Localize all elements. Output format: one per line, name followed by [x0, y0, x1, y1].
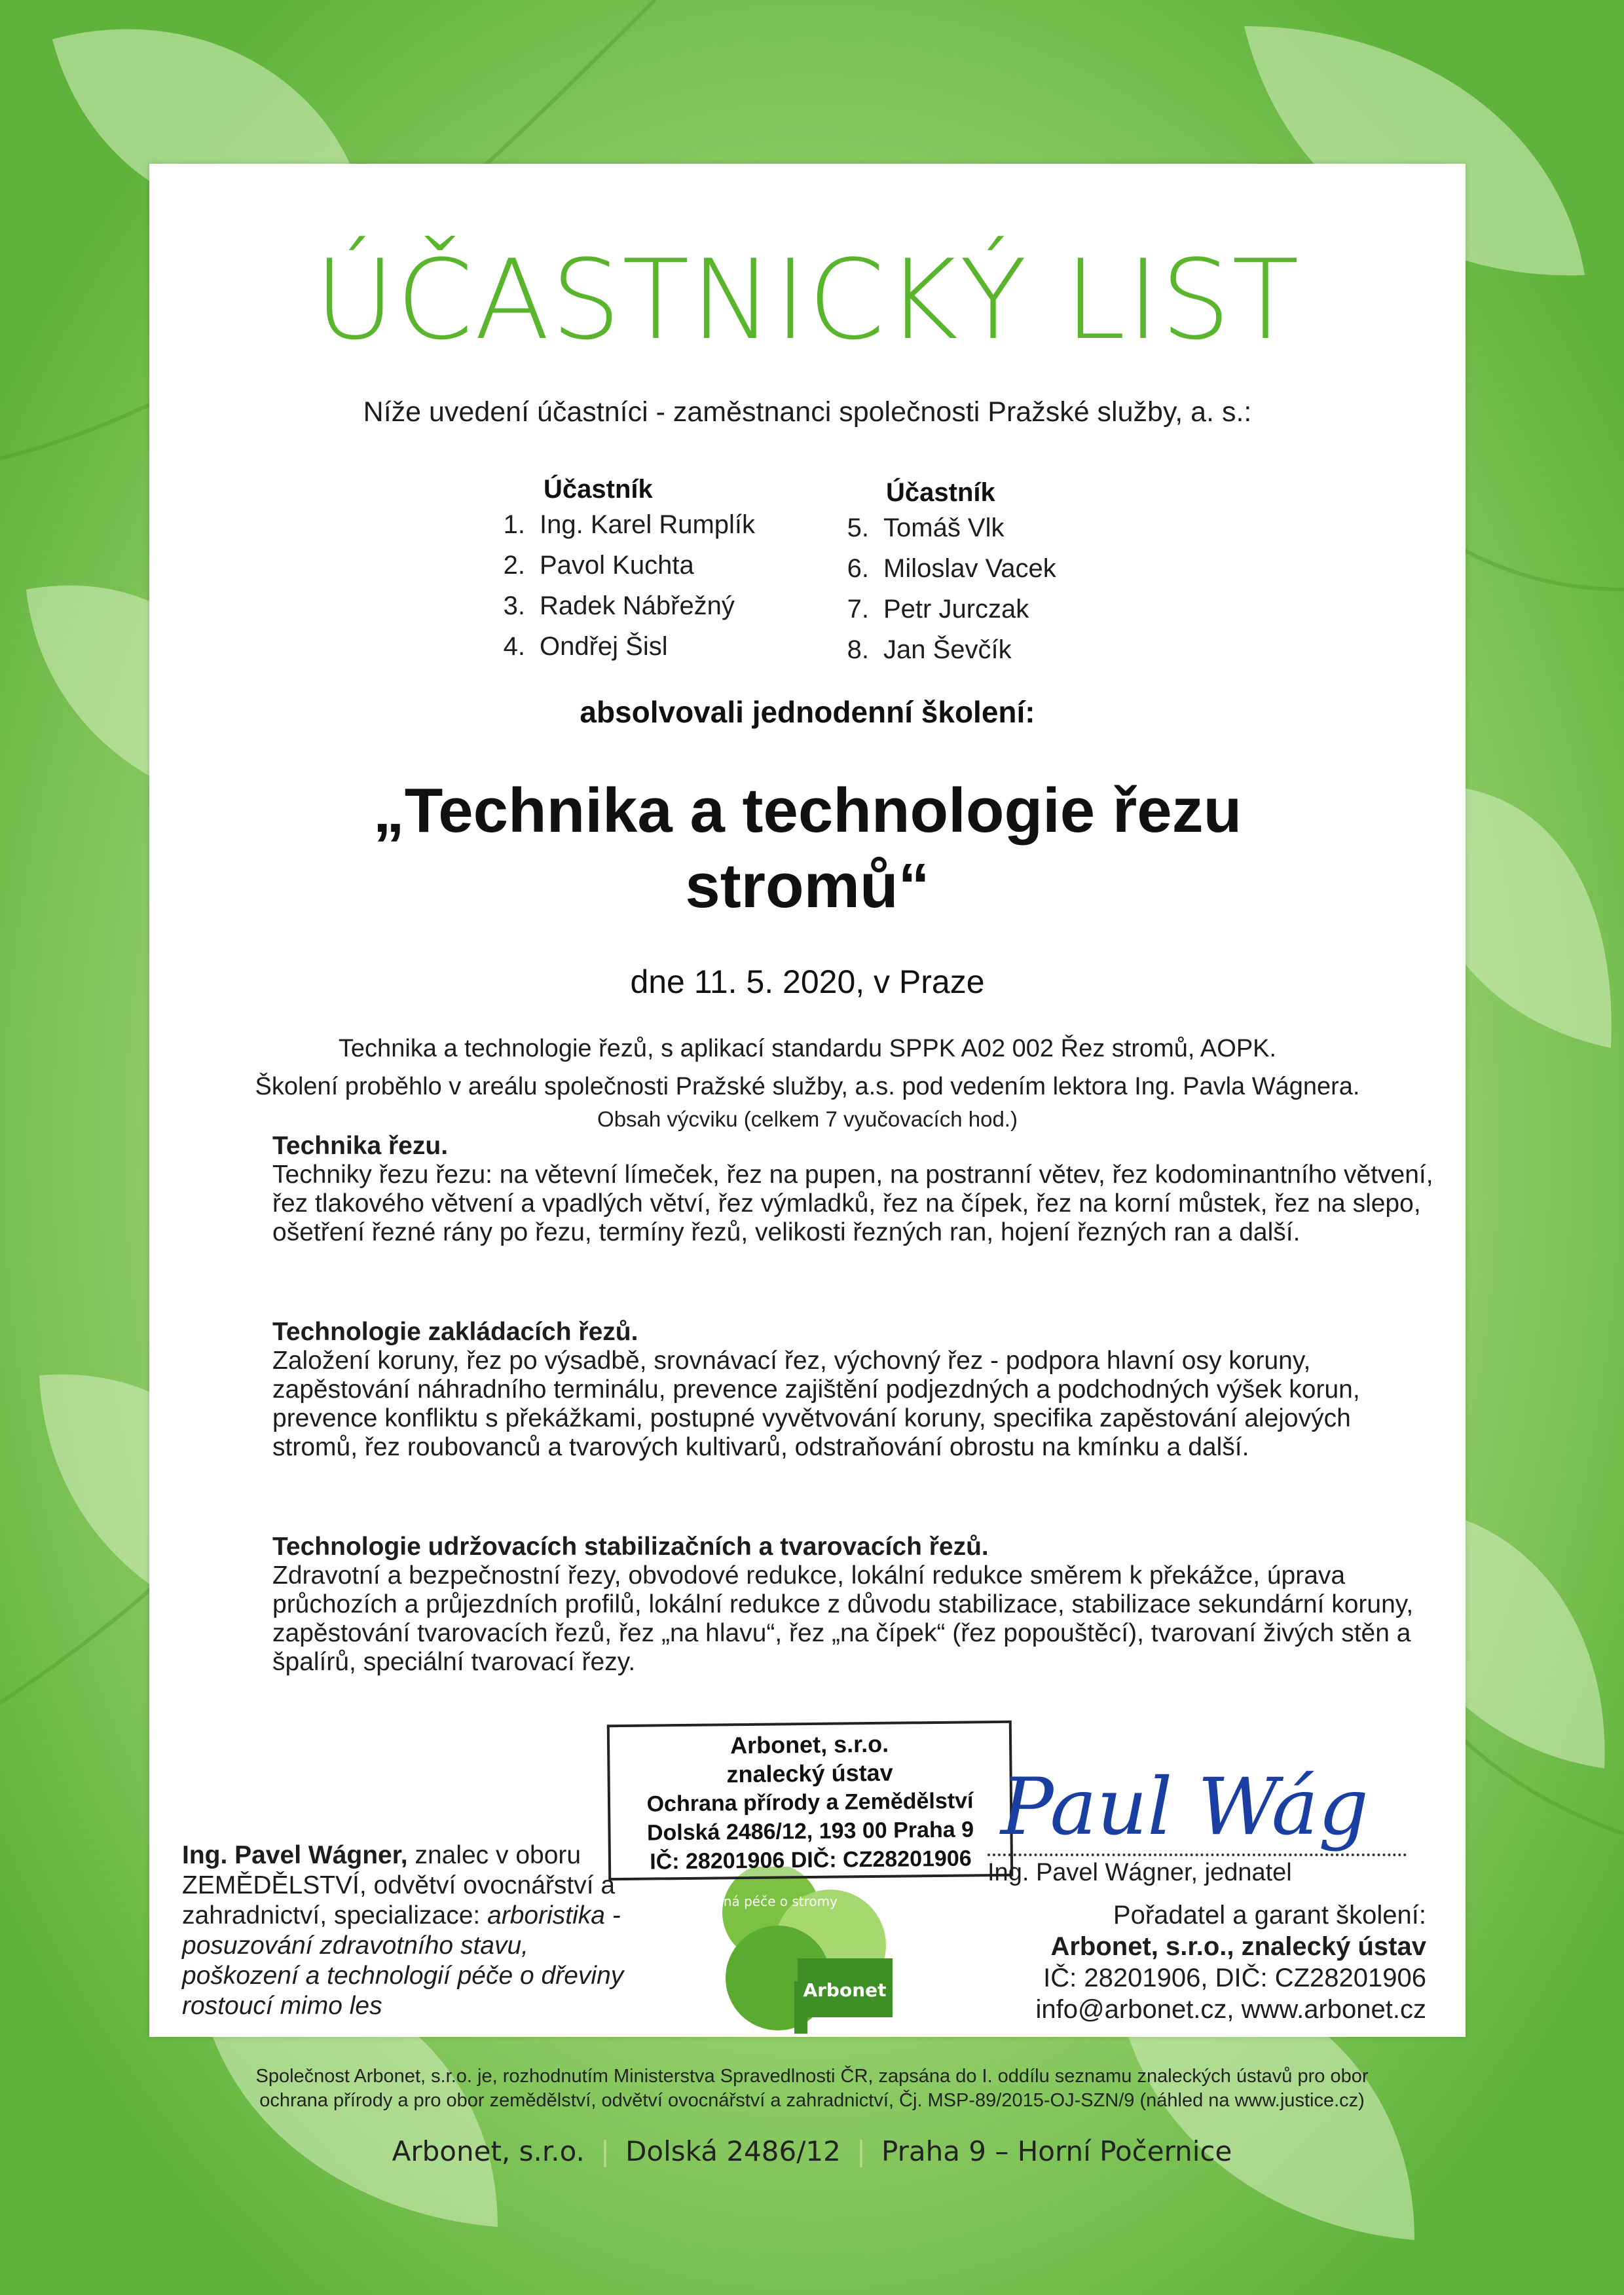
list-item: 5. Tomáš Vlk: [847, 513, 1005, 542]
svg-text:Paul Wág: Paul Wág: [1001, 1762, 1369, 1853]
section-body: Techniky řezu řezu: na větevní límeček, řez na pupen, na postranní větev, řez kodominantního větvení, řez tlakového větvení a vpadlých větví, řez výmladků, řez na čípek, řez na korní můstek, řez na slepo, ošetření řezné rány po řezu, termíny řezů, velikosti řezných ran, hojení řezných ran a další.: [272, 1161, 1433, 1246]
section-body: Zdravotní a bezpečnostní řezy, obvodové redukce, lokální redukce směrem k překážce, úprava průchozích a průjezdních profilů, lokální redukce z důvodu stabilizace, stabilizace sekundární koruny, zapěstování tvarovacích řezů, řez „na hlavu“, řez „na čípek“ (řez popouštěcí), tvarovaní živých stěn a špalírů, speciální tvarovací řezy.: [272, 1561, 1414, 1676]
course-title: „Technika a technologie řezu stromů“: [373, 775, 1242, 921]
section-technique: [272, 1132, 1438, 1247]
description-line-1: Technika a technologie řezů, s aplikací standardu SPPK A02 002 Řez stromů, AOPK.: [338, 1035, 1277, 1062]
footer-company: Arbonet, s.r.o.: [392, 2135, 585, 2167]
section-heading: Technologie zakládacích řezů.: [272, 1318, 638, 1346]
participant-column-header-right: Účastník: [886, 478, 995, 507]
section-maintenance: [272, 1533, 1438, 1677]
footer-city: Praha 9 – Horní Počernice: [881, 2135, 1232, 2167]
signature-line: [987, 1854, 1407, 1856]
list-item: 2. Pavol Kuchta: [503, 551, 694, 580]
certificate-panel: [149, 164, 1466, 2037]
section-heading: Technika řezu.: [272, 1132, 449, 1160]
list-item: 3. Radek Nábřežný: [503, 591, 735, 620]
logo-top-text: odborná péče o stromy: [699, 1894, 838, 1909]
footer-address: Arbonet, s.r.o. | Dolská 2486/12 | Praha 9 – Horní Počernice: [392, 2135, 1232, 2167]
footer-street: Dolská 2486/12: [625, 2135, 841, 2167]
lecturer-info: Ing. Pavel Wágner, znalec v oboru ZEMĚDĚLSTVÍ, odvětví ovocnářství a zahradnictví, specializace: arboristika - posuzování zdravotního stavu, poškození a technologií péče o dřeviny rostoucí mimo les: [182, 1841, 624, 2020]
logo-brand-text: Arbonet: [803, 1979, 887, 2001]
participant-list-right: [827, 508, 1056, 670]
certificate-title: ÚČASTNICKÝ LIST: [314, 236, 1301, 364]
date-place: dne 11. 5. 2020, v Praze: [630, 963, 985, 1000]
list-item: 6. Miloslav Vacek: [847, 554, 1056, 583]
list-item: 1. Ing. Karel Rumplík: [503, 510, 756, 539]
description-line-2: Školení proběhlo v areálu společnosti Pražské služby, a.s. pod vedením lektora Ing. Pavla Wágnera.: [255, 1073, 1360, 1100]
legal-footnote: Společnost Arbonet, s.r.o. je, rozhodnutím Ministerstva Spravedlnosti ČR, zapsána do I. oddílu seznamu znaleckých ústavů pro obor ochrana přírody a pro obor zemědělství, odvětví ovocnářství a zahradnictví, Čj. MSP-89/2015-OJ-SZN/9 (náhled na www.justice.cz): [255, 2066, 1369, 2111]
handwritten-signature: [987, 1749, 1446, 1860]
participant-column-header-left: Účastník: [544, 475, 653, 504]
signature-caption: Ing. Pavel Wágner, jednatel: [987, 1859, 1292, 1886]
completed-training-label: absolvovali jednodenní školení:: [580, 695, 1035, 729]
section-heading: Technologie udržovacích stabilizačních a tvarovacích řezů.: [272, 1533, 989, 1561]
section-formative: [272, 1318, 1438, 1462]
company-stamp: Arbonet, s.r.o. znalecký ústav Ochrana přírody a Zemědělství Dolská 2486/12, 193 00 Praha 9 IČ: 28201906 DIČ: CZ28201906: [607, 1721, 1013, 1880]
section-body: Založení koruny, řez po výsadbě, srovnávací řez, výchovný řez - podpora hlavní osy koruny, zapěstování náhradního terminálu, prevence zajištění podjezdných a podchodných výšek korun, prevence konfliktu s překážkami, postupné vyvětvování koruny, specifika zapěstování alejových stromů, řez roubovanců a tvarových kultivarů, odstraňování obrostu na kmínku a další.: [272, 1347, 1360, 1461]
lecturer-name: Ing. Pavel Wágner,: [182, 1841, 408, 1869]
list-item: 8. Jan Ševčík: [847, 635, 1012, 664]
participant-list-left: [483, 504, 755, 667]
organizer-info: Pořadatel a garant školení: Arbonet, s.r.o., znalecký ústav IČ: 28201906, DIČ: CZ28201906 info@arbonet.cz, www.arbonet.cz: [1035, 1901, 1426, 2024]
intro-text: Níže uvedení účastníci - zaměstnanci společnosti Pražské služby, a. s.:: [363, 396, 1252, 428]
description-line-3: Obsah výcviku (celkem 7 vyučovacích hod.): [597, 1107, 1018, 1131]
list-item: 4. Ondřej Šisl: [503, 632, 668, 661]
list-item: 7. Petr Jurczak: [847, 595, 1029, 624]
